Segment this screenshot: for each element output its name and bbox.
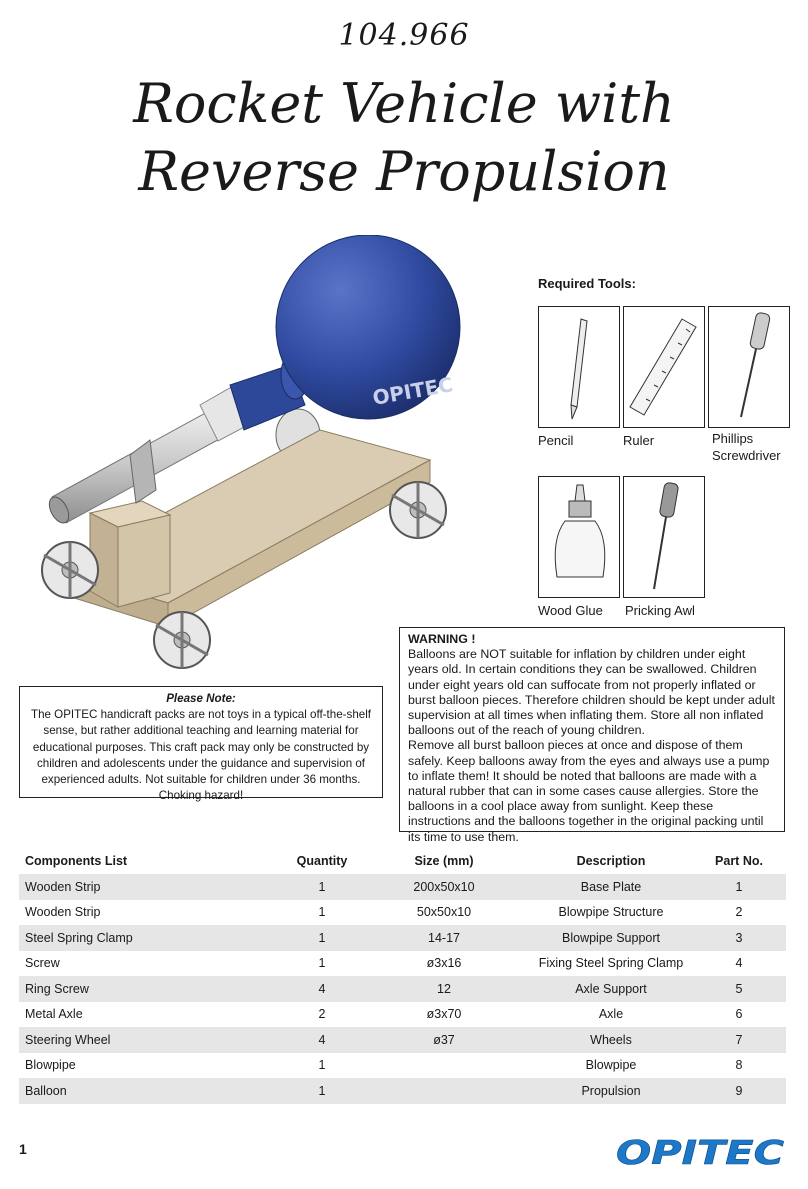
warning-title: WARNING !	[408, 632, 476, 646]
column-header-description: Description	[576, 854, 646, 868]
cell-component: Metal Axle	[25, 1007, 83, 1022]
table-row	[19, 976, 786, 1002]
wood-glue-label: Wood Glue	[538, 603, 603, 618]
components-table	[19, 848, 786, 1104]
column-header-part-no: Part No.	[715, 854, 763, 868]
awl-tool-box	[623, 476, 705, 598]
pencil-icon	[539, 307, 619, 427]
cell-part-no: 5	[692, 976, 786, 1002]
glue-tool-box	[538, 476, 620, 598]
opitec-logo	[612, 1135, 787, 1169]
cell-quantity: 1	[318, 905, 326, 920]
rocket-vehicle-illustration	[30, 235, 500, 680]
table-header-row	[19, 848, 786, 874]
front-right-wheel	[154, 612, 210, 668]
cell-part-no: 1	[692, 874, 786, 900]
cell-part-no: 9	[692, 1078, 786, 1104]
back-left-wheel	[390, 482, 446, 538]
page-title-line-1: Rocket Vehicle with	[133, 72, 675, 135]
glue-bottle-icon	[539, 477, 619, 597]
please-note-box	[19, 686, 383, 803]
ruler-icon	[624, 307, 704, 427]
cell-description: Blowpipe Structure	[558, 905, 664, 920]
column-header-component: Components List	[25, 854, 128, 868]
pricking-awl-label: Pricking Awl	[625, 603, 695, 618]
table-row	[19, 1053, 786, 1079]
cell-description: Base Plate	[530, 874, 692, 900]
table-row	[19, 900, 786, 926]
cell-quantity: 2	[318, 1007, 326, 1022]
awl-icon	[624, 477, 704, 597]
please-note-title: Please Note:	[166, 692, 236, 705]
cell-quantity: 4	[286, 976, 358, 1002]
balloon-brand-text: OPITEC	[370, 372, 455, 410]
page-title-line-2: Reverse Propulsion	[138, 140, 670, 203]
warning-text: Balloons are NOT suitable for inflation by children under eight years old. In certain conditions they can be swallowed. Children under eight years old can suffocate from not properly inflated or burst balloon pieces. Therefore children should be kept under adult supervision at all times when inflating them. Store all non inflated balloons out of the reach of young children.	[408, 647, 775, 738]
cell-quantity: 1	[286, 874, 358, 900]
cell-description: Axle Support	[530, 976, 692, 1002]
table-row	[19, 1078, 786, 1104]
cell-component: Steel Spring Clamp	[19, 925, 286, 951]
cell-component: Screw	[25, 956, 60, 971]
pencil-tool-box	[538, 306, 620, 428]
cell-component: Wooden Strip	[19, 874, 286, 900]
screwdriver-tool-box	[708, 306, 790, 428]
table-row	[19, 874, 786, 900]
cell-component: Wooden Strip	[25, 905, 101, 920]
blowpipe-block	[90, 501, 170, 607]
cell-size	[358, 1078, 530, 1104]
cell-description: Blowpipe	[585, 1058, 637, 1073]
cell-size: ø3x16	[426, 956, 462, 971]
cell-part-no: 6	[735, 1007, 743, 1022]
cell-component: Ring Screw	[19, 976, 286, 1002]
cell-size: 14-17	[358, 925, 530, 951]
cell-quantity: 1	[318, 1058, 326, 1073]
cell-part-no: 8	[735, 1058, 743, 1073]
pencil-label: Pencil	[538, 433, 574, 448]
cell-quantity: 4	[286, 1027, 358, 1053]
required-tools-title: Required Tools:	[538, 276, 636, 291]
cell-part-no: 7	[692, 1027, 786, 1053]
column-header-size: Size (mm)	[414, 854, 474, 868]
warning-box	[399, 627, 785, 844]
page-number: 1	[19, 1141, 27, 1157]
cell-size: 12	[358, 976, 530, 1002]
cell-size: ø37	[358, 1027, 530, 1053]
screwdriver-label	[712, 430, 781, 464]
cell-quantity: 1	[318, 956, 326, 971]
cell-part-no: 4	[735, 956, 743, 971]
please-note-text: The OPITEC handicraft packs are not toys in a typical off-the-shelf sense, but rather additional teaching and learning material for educational purposes. This craft pack may only be constructed by children and adolescents under the guidance and supervision of experienced adults. Not suitable for children under 36 months. Choking hazard!	[30, 708, 372, 803]
table-row	[19, 951, 786, 977]
table-row	[19, 925, 786, 951]
cell-quantity: 1	[286, 925, 358, 951]
screwdriver-label-line-1: Phillips	[712, 431, 754, 446]
cell-size: 50x50x10	[416, 905, 472, 920]
cell-quantity: 1	[286, 1078, 358, 1104]
screwdriver-label-line-2: Screwdriver	[712, 448, 781, 463]
balloon	[276, 235, 460, 419]
ruler-tool-box	[623, 306, 705, 428]
warning-text-2: Remove all burst balloon pieces at once and dispose of them safely. Keep balloons away from the eyes and always use a pump to inflate them! It should be noted that balloons are made with a natural rubber that can in some cases cause allergies. Store the balloons in a cool place away from sunlight. Keep these instructions and the balloons together in the original packing until its time to use them.	[408, 738, 770, 844]
cell-description: Fixing Steel Spring Clamp	[538, 956, 684, 971]
cell-component: Steering Wheel	[19, 1027, 286, 1053]
cell-description: Blowpipe Support	[530, 925, 692, 951]
screwdriver-icon	[709, 307, 789, 427]
cell-size: ø3x70	[426, 1007, 462, 1022]
article-number: 104.966	[338, 18, 470, 53]
cell-description: Axle	[598, 1007, 624, 1022]
cell-size: 200x50x10	[358, 874, 530, 900]
logo-text: OPITEC	[616, 1135, 784, 1169]
cell-part-no: 2	[735, 905, 743, 920]
table-row	[19, 1002, 786, 1028]
cell-size	[358, 1053, 530, 1079]
table-row	[19, 1027, 786, 1053]
ruler-label: Ruler	[623, 433, 655, 448]
column-header-quantity: Quantity	[296, 854, 348, 868]
cell-description: Wheels	[530, 1027, 692, 1053]
cell-component: Blowpipe	[25, 1058, 76, 1073]
front-left-wheel	[42, 542, 98, 598]
cell-description: Propulsion	[530, 1078, 692, 1104]
cell-part-no: 3	[692, 925, 786, 951]
cell-component: Balloon	[19, 1078, 286, 1104]
